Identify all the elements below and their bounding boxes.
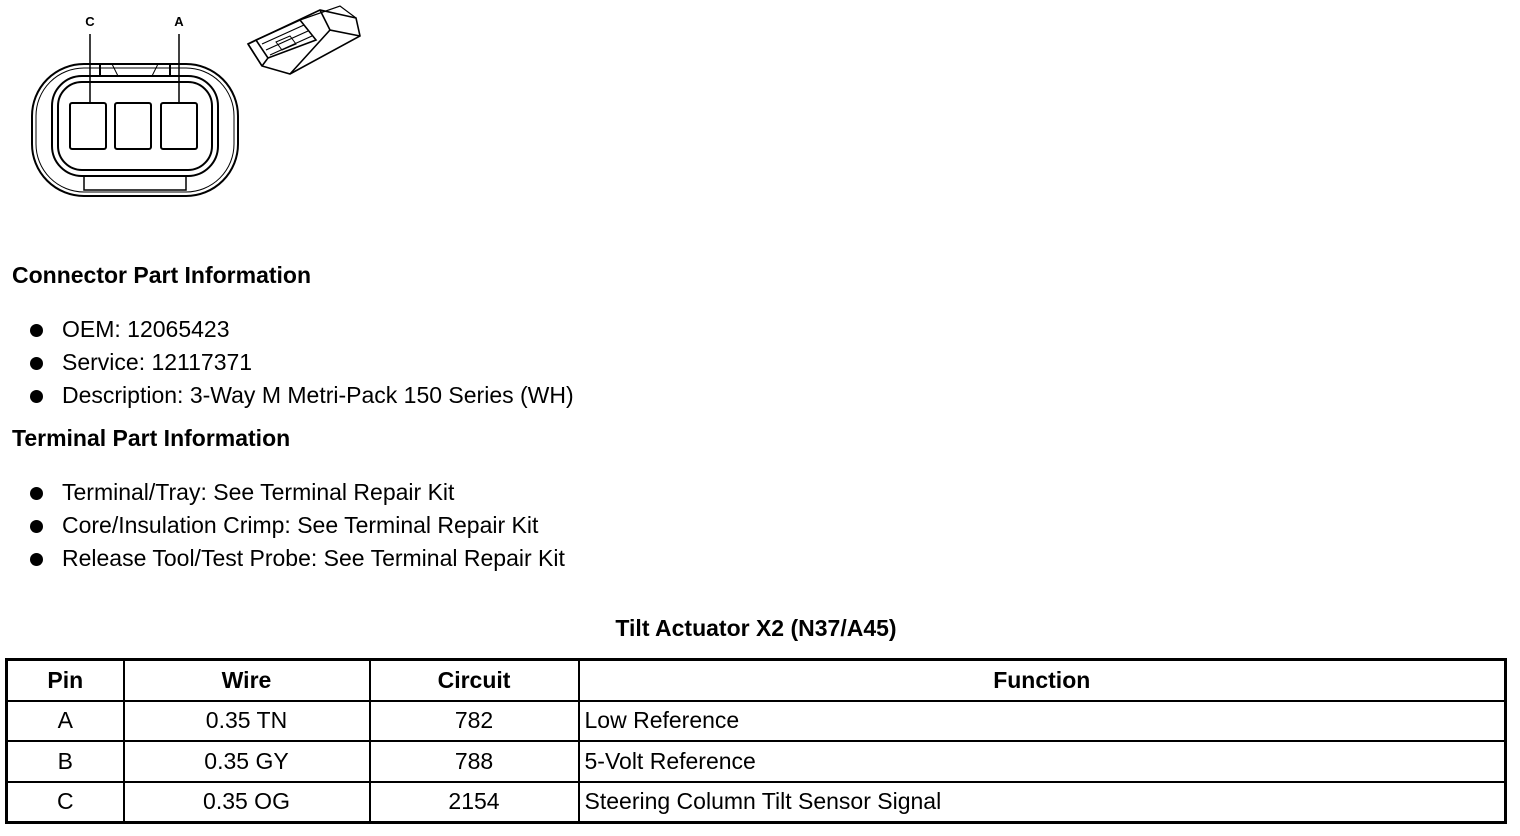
column-header-function: Function xyxy=(579,660,1506,701)
pin-label-c: C xyxy=(85,14,95,29)
bullet-icon xyxy=(30,390,43,403)
cell-function: Low Reference xyxy=(579,701,1506,742)
list-item-text: Terminal/Tray: See Terminal Repair Kit xyxy=(62,479,455,505)
table-row xyxy=(7,701,1506,742)
table-row xyxy=(7,782,1506,823)
cell-function: 5-Volt Reference xyxy=(579,741,1506,782)
list-item xyxy=(12,313,574,346)
column-header-wire: Wire xyxy=(124,660,370,701)
cell-wire: 0.35 TN xyxy=(124,701,370,742)
cell-wire: 0.35 OG xyxy=(124,782,370,823)
list-item-text: Core/Insulation Crimp: See Terminal Repair Kit xyxy=(62,512,539,538)
bullet-icon xyxy=(30,487,43,500)
list-item-text: OEM: 12065423 xyxy=(62,316,230,342)
cell-function: Steering Column Tilt Sensor Signal xyxy=(579,782,1506,823)
cell-circuit: 788 xyxy=(370,741,579,782)
column-header-pin: Pin xyxy=(7,660,124,701)
column-header-circuit: Circuit xyxy=(370,660,579,701)
cell-pin: C xyxy=(7,782,124,823)
table-row xyxy=(7,741,1506,782)
list-item xyxy=(12,542,565,575)
list-item-text: Description: 3-Way M Metri-Pack 150 Series (WH) xyxy=(62,382,574,408)
connector-face xyxy=(32,64,238,196)
table-title: Tilt Actuator X2 (N37/A45) xyxy=(615,615,897,641)
cell-wire: 0.35 GY xyxy=(124,741,370,782)
terminal-info-list xyxy=(12,476,565,575)
list-item xyxy=(12,509,565,542)
list-item xyxy=(12,476,565,509)
bullet-icon xyxy=(30,553,43,566)
pin-label-a: A xyxy=(174,14,184,29)
cell-pin: A xyxy=(7,701,124,742)
list-item-text: Release Tool/Test Probe: See Terminal Repair Kit xyxy=(62,545,565,571)
connector-info-heading: Connector Part Information xyxy=(12,262,312,288)
cell-circuit: 2154 xyxy=(370,782,579,823)
pinout-table xyxy=(5,658,1507,824)
connector-info-list xyxy=(12,313,574,412)
connector-diagram xyxy=(0,0,380,215)
list-item xyxy=(12,379,574,412)
terminal-info-heading: Terminal Part Information xyxy=(12,425,291,451)
cell-pin: B xyxy=(7,741,124,782)
table-header-row xyxy=(7,660,1506,701)
cell-circuit: 782 xyxy=(370,701,579,742)
bullet-icon xyxy=(30,357,43,370)
bullet-icon xyxy=(30,520,43,533)
bullet-icon xyxy=(30,324,43,337)
connector-iso-view xyxy=(248,6,360,74)
list-item xyxy=(12,346,574,379)
list-item-text: Service: 12117371 xyxy=(62,349,253,375)
